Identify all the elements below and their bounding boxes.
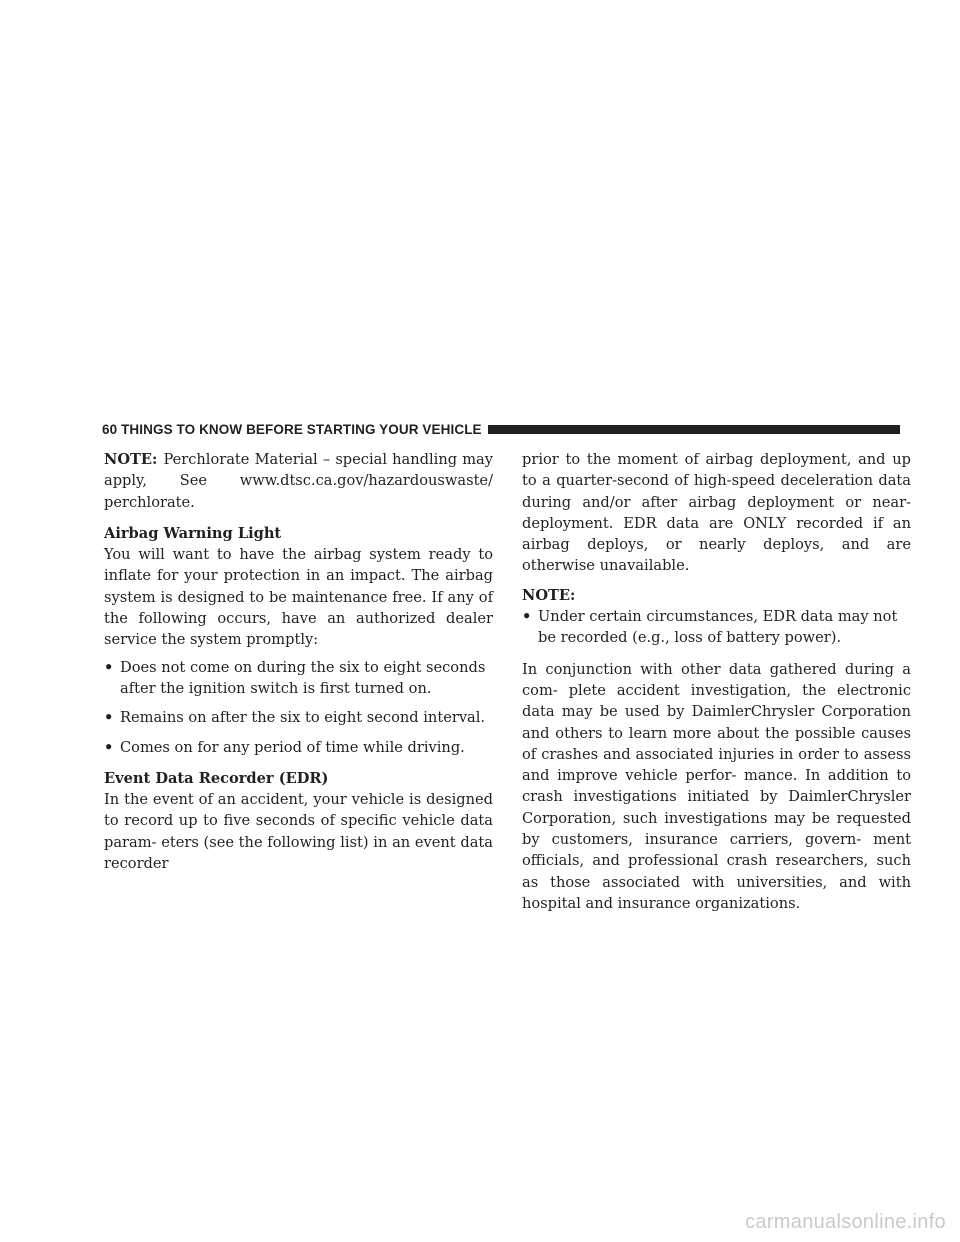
page-header-text bbox=[102, 422, 482, 437]
list-item-text: Under certain circumstances, EDR data may not be recorded (e.g., loss of battery power). bbox=[538, 608, 898, 647]
bullet-icon: • bbox=[522, 608, 532, 626]
header-rule bbox=[488, 425, 900, 434]
edr-body: In the event of an accident, your vehicle is designed to record up to five seconds of specific vehicle data param- eters (see the following list) in an event data recorder bbox=[104, 791, 493, 873]
list-item bbox=[104, 737, 493, 758]
watermark: carmanualsonline.info bbox=[745, 1211, 946, 1233]
bullet-icon: • bbox=[104, 658, 114, 676]
note-label: NOTE: bbox=[104, 451, 158, 468]
note-text: Perchlorate Material – special handling may apply, See www.dtsc.ca.gov/hazardouswaste/ perchlorate. bbox=[104, 451, 493, 511]
list-item bbox=[522, 606, 911, 649]
airbag-heading: Airbag Warning Light bbox=[104, 524, 282, 542]
bullet-icon: • bbox=[104, 709, 114, 727]
edr-note-label: NOTE: bbox=[522, 586, 576, 604]
right-column bbox=[522, 449, 911, 914]
page-header bbox=[102, 418, 900, 440]
edr-note-bullet-list bbox=[522, 606, 911, 649]
section-title: THINGS TO KNOW BEFORE STARTING YOUR VEHICLE bbox=[121, 421, 482, 437]
list-item-text: Comes on for any period of time while driving. bbox=[120, 738, 465, 756]
left-column bbox=[104, 449, 493, 874]
edr-heading: Event Data Recorder (EDR) bbox=[104, 769, 329, 787]
page-number: 60 bbox=[102, 421, 118, 437]
edr-continuation: prior to the moment of airbag deployment, and up to a quarter-second of high-speed deceleration data during and/or after airbag deployment or near-deployment. EDR data are ONLY recorded if an airbag deploys, or nearly deploys, and are otherwise unavailable. bbox=[522, 451, 911, 575]
list-item-text: Does not come on during the six to eight seconds after the ignition switch is first turned on. bbox=[120, 658, 486, 697]
list-item bbox=[104, 707, 493, 728]
airbag-bullet-list bbox=[104, 657, 493, 758]
perchlorate-note bbox=[104, 449, 493, 513]
list-item bbox=[104, 657, 493, 700]
bullet-icon: • bbox=[104, 738, 114, 756]
list-item-text: Remains on after the six to eight second interval. bbox=[120, 709, 486, 727]
airbag-body: You will want to have the airbag system ready to inflate for your protection in an impact. The airbag system is designed to be maintenance free. If any of the following occurs, have an authorized dealer service the system promptly: bbox=[104, 546, 493, 649]
edr-final-paragraph: In conjunction with other data gathered during a com- plete accident investigation, the electronic data may be used by DaimlerChrysler Corporation and others to learn more about the possible causes of crashes and associated injuries in order to assess and improve vehicle perfor- mance. In addition to crash investigations initiated by DaimlerChrysler Corporation, such investigations may be requested by customers, insurance carriers, govern- ment officials, and professional crash researchers, such as those associated with universities, and with hospital and insurance organizations. bbox=[522, 660, 911, 912]
